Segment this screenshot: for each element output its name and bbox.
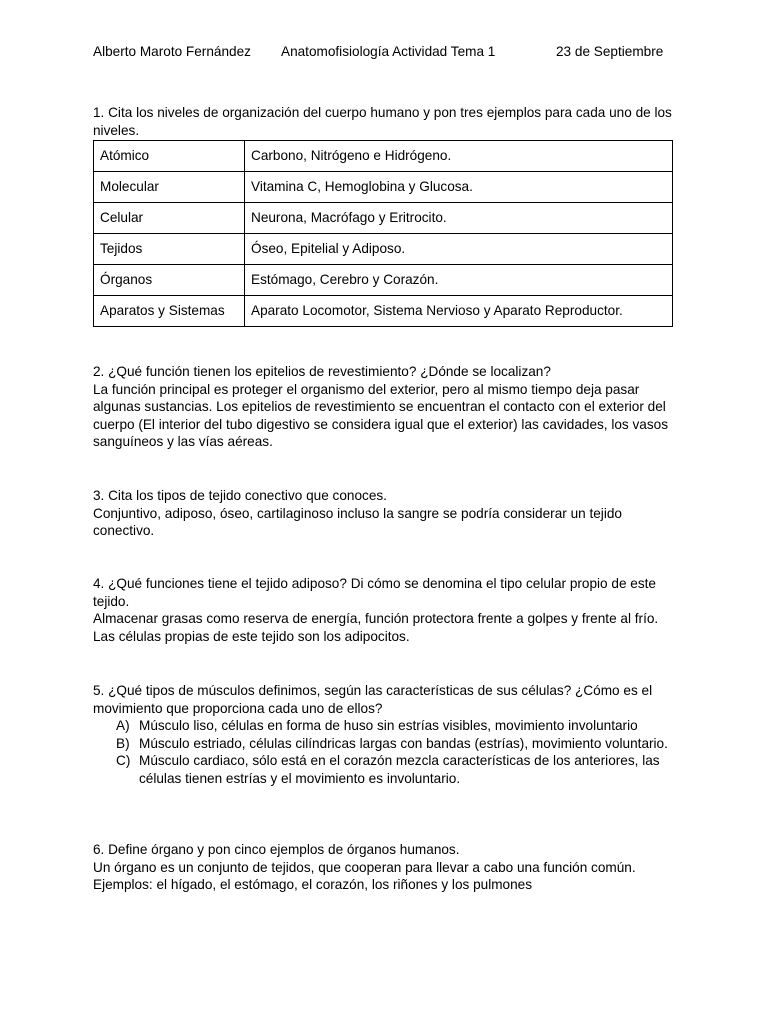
question-4 bbox=[93, 575, 683, 645]
answer-2-text: La función principal es proteger el organismo del exterior, pero al mismo tiempo deja pasar algunas sustancias. Los epitelios de revestimiento se encuentran el contacto con el exterior del cuerpo (El interior del tubo digestivo se considera igual que el exterior) las cavidades, los vasos sanguíneos y las vías aéreas. bbox=[93, 381, 669, 450]
question-1-text: 1. Cita los niveles de organización del cuerpo humano y pon tres ejemplos para cada uno de los niveles. bbox=[93, 105, 672, 138]
table-row bbox=[94, 296, 673, 327]
question-3 bbox=[93, 487, 683, 540]
list-marker: A) bbox=[116, 718, 130, 734]
list-item-text: Músculo estriado, células cilíndricas largas con bandas (estrías), movimiento voluntario. bbox=[139, 735, 668, 751]
question-2 bbox=[93, 363, 683, 451]
examples-cell: Vitamina C, Hemoglobina y Glucosa. bbox=[245, 172, 673, 203]
author-name: Alberto Maroto Fernández bbox=[93, 44, 251, 59]
list-item bbox=[93, 735, 683, 753]
document-date: 23 de Septiembre bbox=[556, 44, 664, 59]
organization-levels-table bbox=[93, 140, 673, 327]
list-item bbox=[93, 717, 683, 735]
answer-3-text: Conjuntivo, adiposo, óseo, cartilaginoso incluso la sangre se podría considerar un tejido conectivo. bbox=[93, 505, 622, 539]
list-item-text: Músculo cardiaco, sólo está en el corazón mezcla características de los anteriores, las células tienen estrías y el movimiento es involuntario. bbox=[139, 753, 660, 786]
list-marker: B) bbox=[116, 735, 130, 751]
page-header bbox=[93, 43, 683, 61]
examples-cell: Carbono, Nitrógeno e Hidrógeno. bbox=[245, 141, 673, 172]
answer-6-examples: Ejemplos: el hígado, el estómago, el corazón, los riñones y los pulmones bbox=[93, 877, 533, 893]
table-row bbox=[94, 265, 673, 296]
question-3-text: 3. Cita los tipos de tejido conectivo que conoces. bbox=[93, 488, 387, 503]
table-row bbox=[94, 172, 673, 203]
list-item bbox=[93, 752, 683, 787]
question-2-text: 2. ¿Qué función tienen los epitelios de revestimiento? ¿Dónde se localizan? bbox=[93, 364, 551, 379]
examples-cell: Óseo, Epitelial y Adiposo. bbox=[245, 234, 673, 265]
level-cell: Tejidos bbox=[94, 234, 245, 265]
muscle-types-list bbox=[93, 717, 683, 787]
question-5 bbox=[93, 682, 683, 788]
question-6-text: 6. Define órgano y pon cinco ejemplos de órganos humanos. bbox=[93, 842, 460, 857]
examples-cell: Estómago, Cerebro y Corazón. bbox=[245, 265, 673, 296]
examples-cell: Aparato Locomotor, Sistema Nervioso y Aparato Reproductor. bbox=[245, 296, 673, 327]
question-6 bbox=[93, 841, 683, 894]
subject-title: Anatomofisiología Actividad Tema 1 bbox=[281, 44, 496, 59]
level-cell: Celular bbox=[94, 203, 245, 234]
question-1 bbox=[93, 104, 683, 327]
list-item-text: Músculo liso, células en forma de huso sin estrías visibles, movimiento involuntario bbox=[139, 718, 638, 734]
answer-4-text: Almacenar grasas como reserva de energía, función protectora frente a golpes y frente al frío. Las células propias de este tejido son los adipocitos. bbox=[93, 611, 659, 644]
question-5-text: 5. ¿Qué tipos de músculos definimos, según las características de sus células? ¿Cómo es el movimiento que proporciona cada uno de ellos? bbox=[93, 683, 653, 716]
level-cell: Atómico bbox=[94, 141, 245, 172]
table-row bbox=[94, 203, 673, 234]
level-cell: Molecular bbox=[94, 172, 245, 203]
answer-6-text: Un órgano es un conjunto de tejidos, que cooperan para llevar a cabo una función común. bbox=[93, 859, 636, 875]
table-row bbox=[94, 234, 673, 265]
level-cell: Aparatos y Sistemas bbox=[94, 296, 245, 327]
list-marker: C) bbox=[116, 753, 131, 769]
level-cell: Órganos bbox=[94, 265, 245, 296]
examples-cell: Neurona, Macrófago y Eritrocito. bbox=[245, 203, 673, 234]
table-row bbox=[94, 141, 673, 172]
question-4-text: 4. ¿Qué funciones tiene el tejido adiposo? Di cómo se denomina el tipo celular propio de este tejido. bbox=[93, 576, 656, 609]
